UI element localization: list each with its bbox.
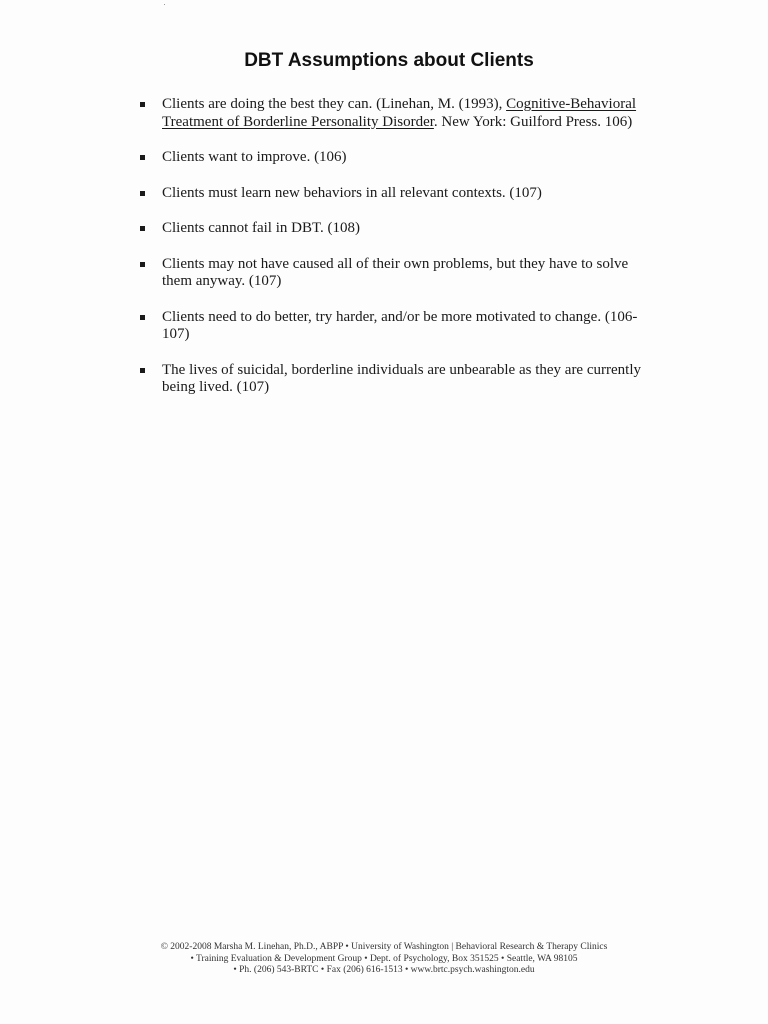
footer-line-3: • Ph. (206) 543-BRTC • Fax (206) 616-1513 • www.brtc.psych.washington.edu xyxy=(233,965,535,975)
item-text-post: . New York: Guilford Press. 106) xyxy=(433,113,633,130)
item-text: Clients want to improve. (106) xyxy=(162,149,347,165)
copyright-footer xyxy=(0,942,768,977)
page-title: DBT Assumptions about Clients xyxy=(244,50,534,71)
footer-line-2: • Training Evaluation & Development Group • Dept. of Psychology, Box 351525 • Seattle, WA 98105 xyxy=(190,953,578,964)
list-item xyxy=(140,220,650,238)
list-item xyxy=(140,256,650,291)
list-item xyxy=(140,149,650,167)
item-text-pre: Clients are doing the best they can. (Linehan, M. (1993), xyxy=(162,96,507,112)
item-text: Clients cannot fail in DBT. (108) xyxy=(162,220,361,236)
footer-line-1: © 2002-2008 Marsha M. Linehan, Ph.D., ABPP • University of Washington | Behavioral Research & Therapy Clinics xyxy=(160,942,608,952)
list-item xyxy=(140,309,650,344)
item-text: Clients must learn new behaviors in all relevant contexts. (107) xyxy=(162,184,542,201)
assumptions-list xyxy=(140,96,650,415)
square-bullet-icon xyxy=(140,262,145,267)
list-item xyxy=(140,96,650,131)
item-text: Clients need to do better, try harder, and/or be more motivated to change. (106-107) xyxy=(162,308,638,342)
square-bullet-icon xyxy=(140,155,145,160)
square-bullet-icon xyxy=(140,315,145,320)
list-item xyxy=(140,362,650,397)
book-title: Cognitive-Behavioral Treatment of Borderline Personality Disorder xyxy=(162,96,637,130)
list-item xyxy=(140,185,650,203)
square-bullet-icon xyxy=(140,226,145,231)
square-bullet-icon xyxy=(140,191,145,196)
square-bullet-icon xyxy=(140,102,145,107)
item-text: The lives of suicidal, borderline individuals are unbearable as they are currently being lived. (107) xyxy=(162,361,641,395)
square-bullet-icon xyxy=(140,368,145,373)
scan-speck xyxy=(164,4,165,5)
item-text: Clients may not have caused all of their own problems, but they have to solve them anyway. (107) xyxy=(162,255,629,289)
